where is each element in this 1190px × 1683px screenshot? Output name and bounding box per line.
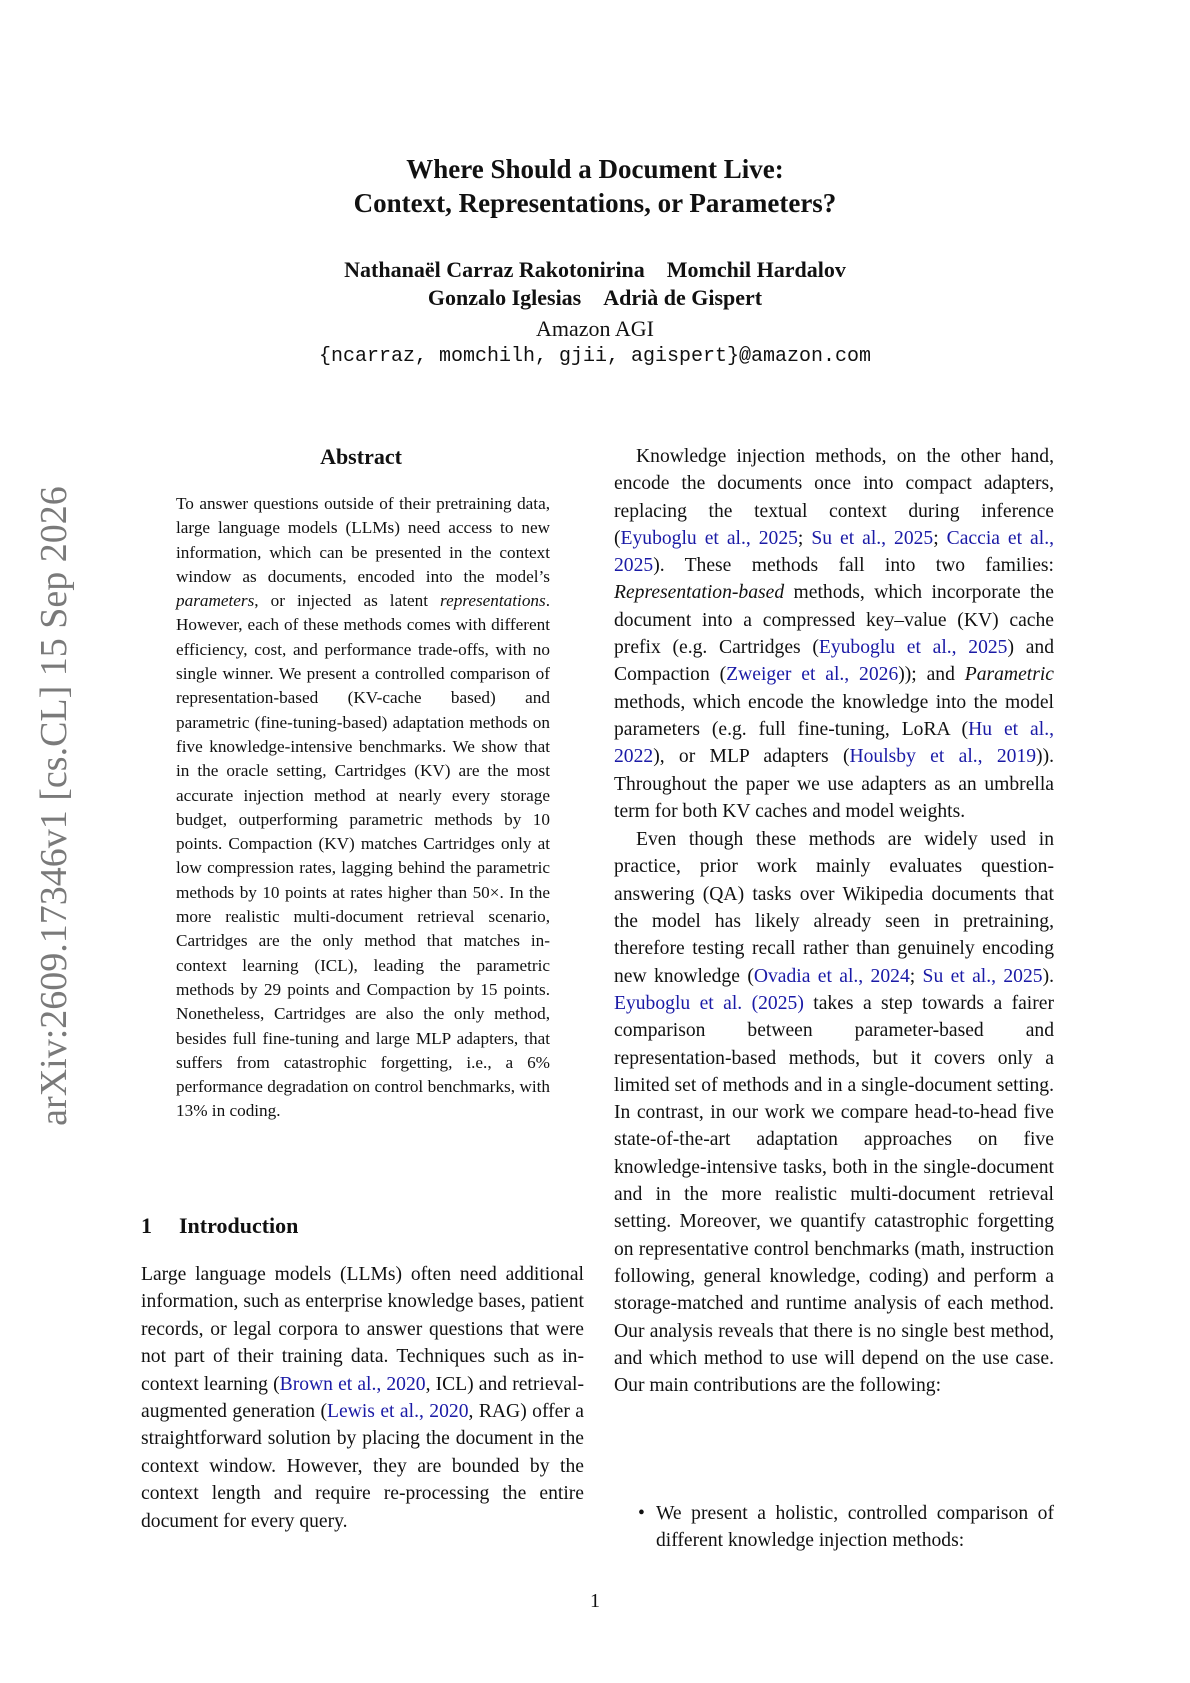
body-paragraph: Knowledge injection methods, on the other hand, encode the documents once into compact adapters, replacing the textual context during inference (Eyuboglu et al., 2025; Su et al., 2025; Caccia et al., 2025). These methods fall into two families: Representation-based methods, which incorporate the document into a compressed key–value (KV) cache prefix (e.g. Cartridges (Eyuboglu et al., 2025) and Compaction (Zweiger et al., 2026)); and Parametric methods, which encode the knowledge into the model parameters (e.g. full fine-tuning, LoRA (Hu et al., 2022), or MLP adapters (Houlsby et al., 2019)). Throughout the paper we use adapters as an umbrella term for both KV caches and model weights. xyxy=(614,446,1054,822)
author-row-1 xyxy=(0,256,1190,284)
citation-link[interactable]: Caccia et al., 2025 xyxy=(614,527,1054,577)
bullet-icon: • xyxy=(638,1503,645,1524)
section-heading-introduction xyxy=(141,1213,298,1239)
citation-link[interactable]: Eyuboglu et al., 2025 xyxy=(620,527,798,549)
author-name: Gonzalo Iglesias xyxy=(427,285,582,310)
citation-link[interactable]: Lewis et al., 2020 xyxy=(327,1401,469,1423)
title-line-1: Where Should a Document Live: xyxy=(406,154,784,184)
citation-link[interactable]: Eyuboglu et al. (2025) xyxy=(614,992,804,1014)
citation-link[interactable]: Houlsby et al., 2019 xyxy=(849,746,1037,768)
author-row-2 xyxy=(0,284,1190,312)
citation-link[interactable]: Su et al., 2025 xyxy=(922,965,1043,987)
citation-link[interactable]: Hu et al., 2022 xyxy=(614,718,1054,768)
author-name: Momchil Hardalov xyxy=(666,257,846,282)
abstract-paragraph: To answer questions outside of their pretraining data, large language models (LLMs) need access to new information, which can be presented in the context window as documents, encoded into the model’s parameters, or injected as latent representations. However, each of these methods comes with different efficiency, cost, and performance trade-offs, with no single winner. We present a controlled comparison of representation-based (KV-cache based) and parametric (fine-tuning-based) adaptation methods on five knowledge-intensive benchmarks. We show that in the oracle setting, Cartridges (KV) are the most accurate injection method at nearly every storage budget, outperforming parametric methods by 10 points. Compaction (KV) matches Cartridges only at low compression rates, lagging behind the parametric methods by 10 points at rates higher than 50×. In the more realistic multi-document retrieval scenario, Cartridges are the only method that matches in-context learning (ICL), leading the parametric methods by 29 points and Compaction by 15 points. Nonetheless, Cartridges are also the only method, besides full fine-tuning and large MLP adapters, that suffers from catastrophic forgetting, i.e., a 6% performance degradation on control benchmarks, with 13% in coding. xyxy=(176,494,550,1121)
author-name: Nathanaël Carraz Rakotonirina xyxy=(344,257,645,282)
contributions-list xyxy=(614,1500,1054,1555)
citation-link[interactable]: Su et al., 2025 xyxy=(811,527,934,549)
author-name: Adrià de Gispert xyxy=(603,285,763,310)
citation-link[interactable]: Eyuboglu et al., 2025 xyxy=(818,637,1008,659)
paper-title xyxy=(0,152,1190,220)
page-number: 1 xyxy=(590,1590,600,1612)
introduction-text xyxy=(141,1261,584,1535)
body-paragraph: Even though these methods are widely used in practice, prior work mainly evaluates question-answering (QA) tasks over Wikipedia documents that the model has likely already seen in pretraining, therefore testing recall rather than genuinely encoding new knowledge (Ovadia et al., 2024; Su et al., 2025). Eyuboglu et al. (2025) takes a step towards a fairer comparison between parameter-based and representation-based methods, but it covers only a limited set of methods and in a single-document setting. In contrast, in our work we compare head-to-head five state-of-the-art adaptation approaches on five knowledge-intensive tasks, both in the single-document and in the more realistic multi-document retrieval setting. Moreover, we quantify catastrophic forgetting on representative control benchmarks (math, instruction following, general knowledge, coding) and perform a storage-matched and runtime analysis of each method. Our analysis reveals that there is no single best method, and which method to use will depend on the use case. Our main contributions are the following: xyxy=(614,829,1054,1397)
list-item-text: We present a holistic, controlled comparison of different knowledge injection methods: xyxy=(656,1503,1054,1552)
abstract-body xyxy=(176,492,550,1124)
title-line-2: Context, Representations, or Parameters? xyxy=(353,188,837,218)
section-title: Introduction xyxy=(179,1213,299,1238)
abstract-heading: Abstract xyxy=(320,444,402,469)
arxiv-identifier-stamp: arXiv:2609.17346v1 [cs.CL] 15 Sep 2026 xyxy=(33,486,75,1126)
citation-link[interactable]: Brown et al., 2020 xyxy=(279,1373,426,1395)
section-number: 1 xyxy=(141,1213,152,1238)
author-emails: {ncarraz, momchilh, gjii, agispert}@amazon.com xyxy=(318,345,872,368)
intro-paragraph: Large language models (LLMs) often need additional information, such as enterprise knowledge bases, patient records, or legal corpora to answer questions that were not part of their training data. Techniques such as in-context learning (Brown et al., 2020, ICL) and retrieval-augmented generation (Lewis et al., 2020, RAG) offer a straightforward solution by placing the document in the context window. However, they are bounded by the context length and require re-processing the entire document for every query. xyxy=(141,1264,584,1532)
citation-link[interactable]: Zweiger et al., 2026 xyxy=(726,664,899,686)
author-list xyxy=(0,256,1190,312)
inline-math: 50× xyxy=(472,882,500,902)
list-item xyxy=(614,1500,1054,1555)
citation-link[interactable]: Ovadia et al., 2024 xyxy=(753,965,910,987)
right-column-text xyxy=(614,443,1054,1399)
affiliation: Amazon AGI xyxy=(536,316,654,341)
